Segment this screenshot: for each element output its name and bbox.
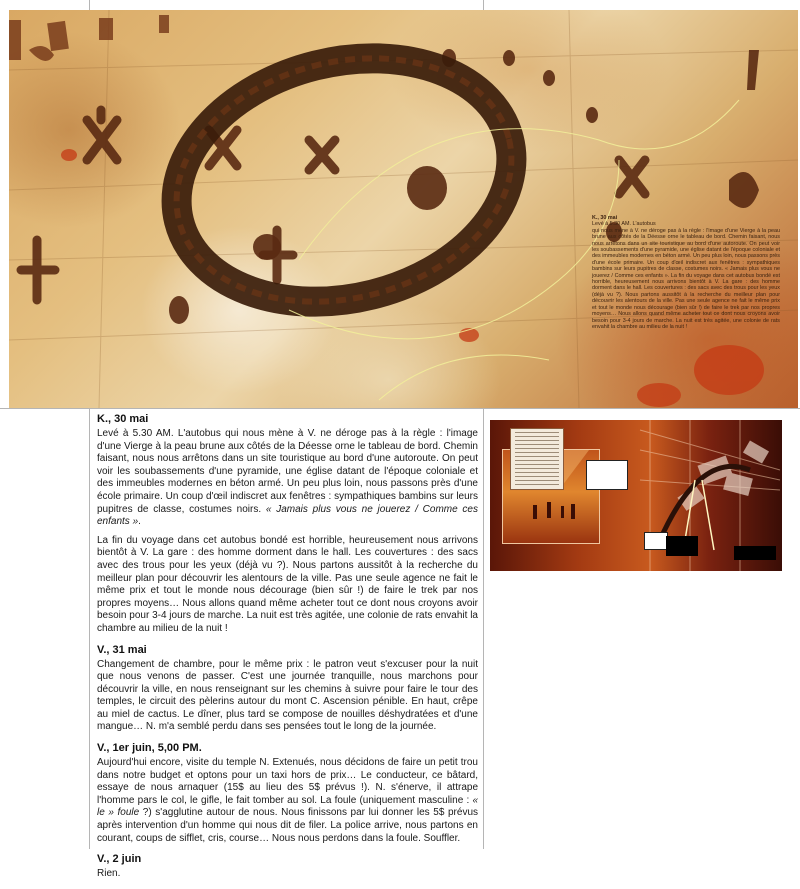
journal-entry — [97, 742, 478, 845]
entry-quote: « le » foule — [97, 794, 478, 819]
thumbnail-text-box — [510, 428, 564, 490]
overlay-text-column — [592, 215, 780, 330]
thumbnail-callout-box-1 — [586, 460, 628, 490]
entry-paragraph: La fin du voyage dans cet autobus bondé est horrible, heureusement nous arrivons bientôt à V. La gare : des homme dorment dans le hall. Les couvertures : des sacs avec des trous pour les yeux (déjà vu ?). Nous partons aussitôt à la recherche du meilleur plan pour découvrir les alentours de la ville. Pas une seule agence ne fait le même prix et tout le monde nous décourage (bien sûr !) de faire le trek par nos propres moyens… Nous allons quand même acheter tout ce dont nous croyons avoir besoin pour 3-4 jours de marche. La nuit est très agitée, une colonie de rats envahit la chambre au milieu de la nuit ! — [97, 534, 478, 634]
guide-line-left — [89, 0, 90, 10]
journal-article — [97, 413, 478, 889]
entry-paragraph: Rien. — [97, 868, 121, 880]
thumbnail-black-box-1 — [666, 536, 698, 556]
thumbnail-image — [490, 420, 782, 571]
guide-line-right-lower — [483, 408, 484, 849]
entry-paragraph: Aujourd'hui encore, visite du temple N. Extenués, nous décidons de faire un petit trou dans notre budget et optons pour un taxi hors de prix… Le conducteur, ce bâtard, essaye de nous arnaquer (15$ au lieu des 5$ prévus !). N. s'énerve, il attrape l'homme pars le col, le gifle, le fait tomber au sol. La foule (uniquement masculine : « le » foule ?) s'agglutine autour de nous. Nous finissons par lui donner les 5$ prévus après intervention d'un homme qui nous dit de filer. La police arrive, nous partons en courant, coups de sifflet, cris, course… Nous nous perdons dans la foule. Souffler. — [97, 757, 478, 844]
brush-painting — [9, 10, 798, 408]
overlay-heading: K., 30 mai — [592, 215, 618, 221]
guide-line-left-lower — [89, 408, 90, 849]
entry-date: V., 31 mai — [97, 643, 147, 656]
entry-paragraph: Changement de chambre, pour le même prix : le patron veut s'excuser pour la nuit que nous venons de passer. C'est une journée tranquille, nous marchons pour découvrir la ville, en nous renseignant sur les chemins à suivre pour faire le tour des temples, le circuit des pèlerins autour du mont C. Ascension pénible. En haut, crêpe au miel de cactus. Le dîner, plus tard se compose de nouilles déshydratées et d'une mangue… N. m'a semblé perdu dans ses pensées tout le long de la journée. — [97, 658, 478, 733]
guide-line-spread-bottom — [0, 408, 800, 409]
overlay-lead: Levé à 5.30 AM. L'autobus — [592, 221, 656, 228]
journal-entry — [97, 413, 478, 636]
entry-paragraph: Levé à 5.30 AM. L'autobus qui nous mène à V. ne déroge pas à la règle : l'image d'une Vierge à la peau brune aux côtés de la Déesse orne le tableau de bord. Chemin faisant, nous nous arrêtons dans un site touristique au bord d'une autoroute. On peut voir les soubassements d'une pyramide, une église datant de l'époque coloniale et des immeubles modernes en béton armé. Un peu plus loin, nous passons près d'une école primaire. Un coup d'œil indiscret aux fenêtres : sympathiques bambins sur leurs pupitres de classe, costumes noirs. « Jamais plus vous ne jouerez / Comme ces enfants ». — [97, 428, 478, 528]
entry-date: K., 30 mai — [97, 413, 149, 425]
guide-line-right — [483, 0, 484, 10]
entry-date: V., 2 juin — [97, 853, 142, 866]
journal-entry — [97, 644, 478, 735]
artwork-spread — [9, 10, 798, 408]
thumbnail-callout-box-2 — [644, 532, 668, 550]
entry-date: V., 1er juin, 5,00 PM. — [97, 742, 202, 755]
thumbnail-black-box-2 — [734, 546, 776, 560]
overlay-body: qui nous mène à V. ne déroge pas à la règle : l'image d'une Vierge à la peau brune aux côtés de la Déesse orne le tableau de bord. Chemin faisant, nous nous arrêtons dans un site touristique au bord d'une autoroute. On peut voir les soubassements d'une pyramide, une église datant de l'époque coloniale et des immeubles modernes en béton armé. Un peu plus loin, nous passons près d'une école primaire. Un coup d'œil indiscret aux fenêtres : sympathiques bambins sur leurs pupitres de classe, costumes noirs. « Jamais plus vous ne jouerez / Comme ces enfants ». La fin du voyage dans cet autobus bondé est horrible, heureusement nous arrivons bientôt à V. La gare : des homme dorment dans le hall. Les couvertures : des sacs avec des trous pour les yeux (déjà vu ?). Nous partons aussitôt à la recherche du meilleur plan pour découvrir les alentours de la ville. Pas une seule agence ne fait le même prix et tout le monde nous décourage (bien sûr !) de faire le trek par nos propres moyens… Nous allons quand même acheter tout ce dont nous croyons avoir besoin pour 3-4 jours de marche. La nuit est très agitée, une colonie de rats envahit la chambre au milieu de la nuit ! — [592, 227, 780, 330]
journal-entry — [97, 853, 478, 881]
entry-quote: « Jamais plus vous ne jouerez / Comme ces enfants » — [97, 503, 478, 528]
